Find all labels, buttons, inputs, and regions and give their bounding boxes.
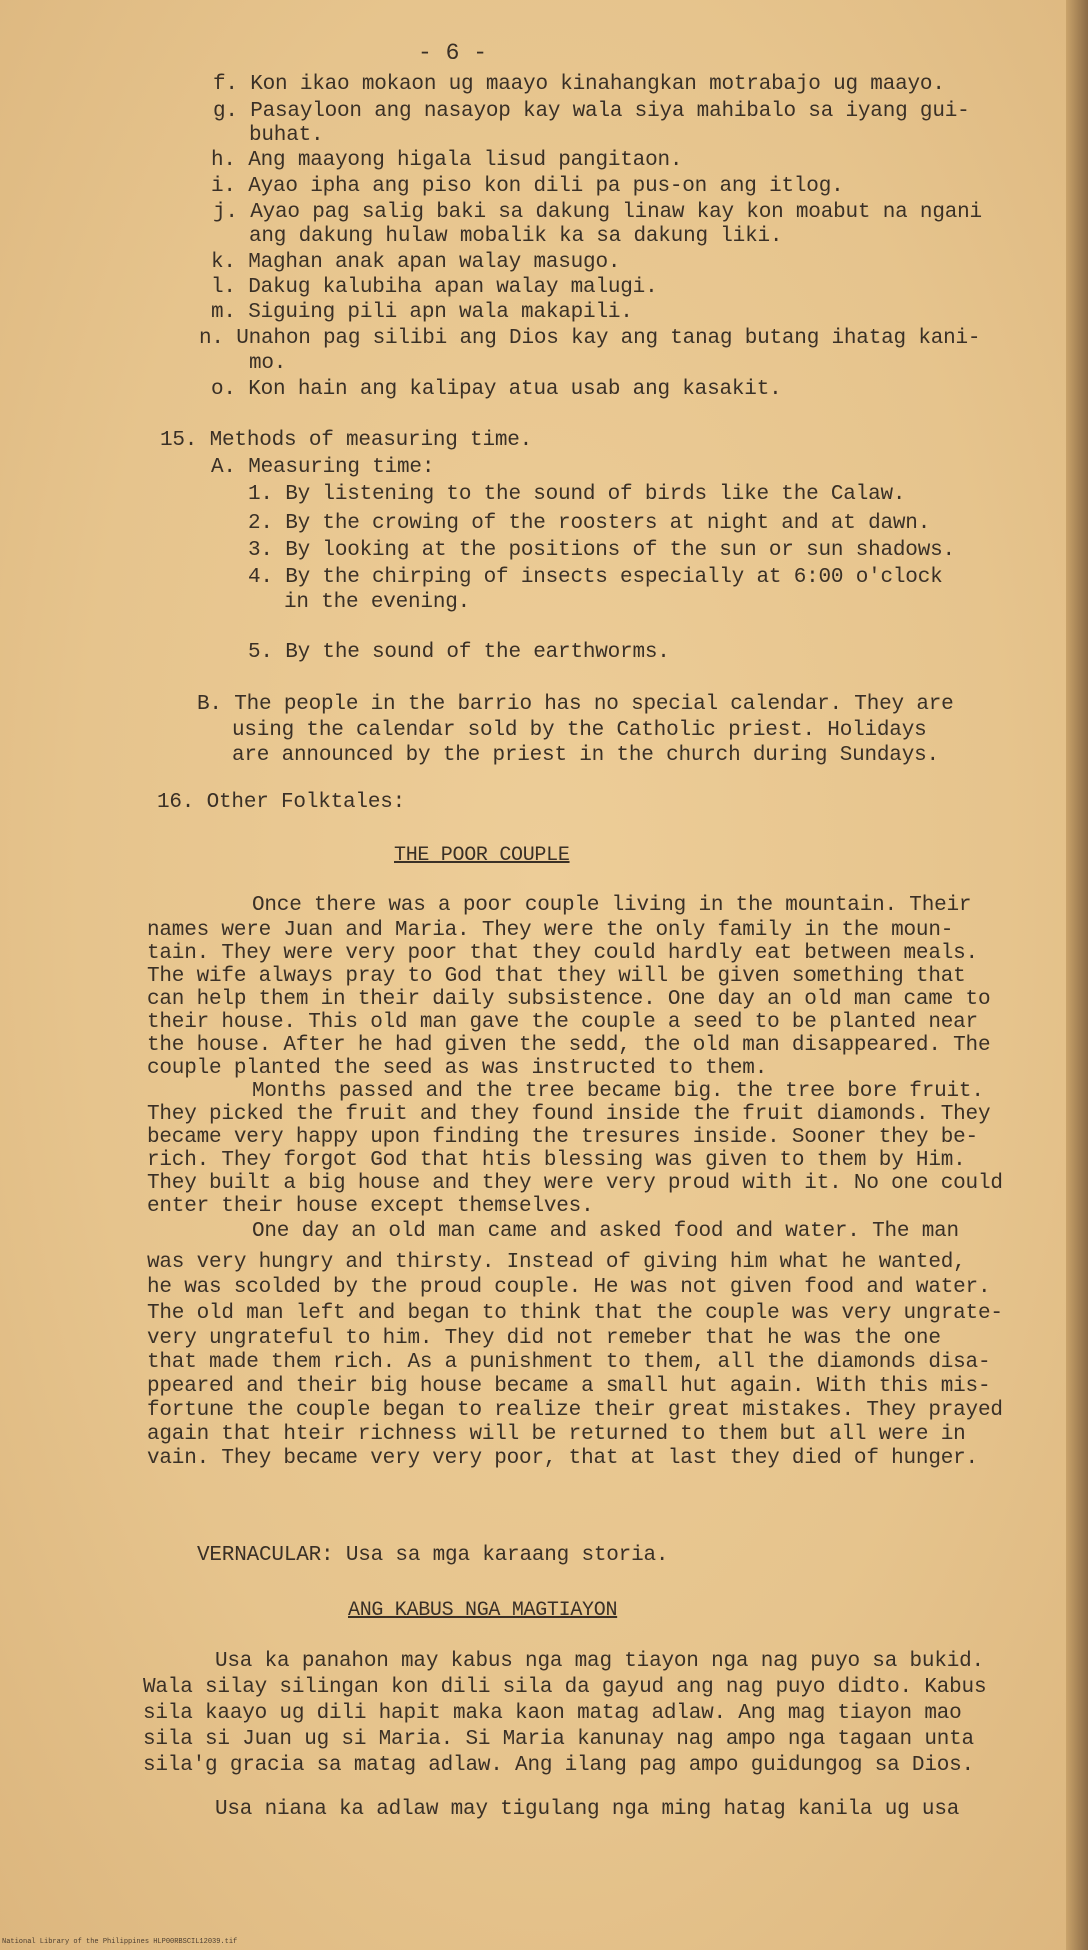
story-en-line: was very hungry and thirsty. Instead of giving him what he wanted,: [147, 1251, 966, 1274]
proverb-k: k. Maghan anak apan walay masugo.: [211, 251, 621, 274]
story-en-line: very ungrateful to him. They did not remeber that he was the one: [147, 1327, 941, 1350]
story-vern-line: Wala silay silingan kon dili sila da gayud ang nag puyo didto. Kabus: [143, 1676, 987, 1699]
proverb-n-cont: mo.: [249, 352, 287, 375]
story-en-line: became very happy upon finding the tresures inside. Sooner they be-: [147, 1126, 978, 1149]
measure-item-4: 4. By the chirping of insects especially at 6:00 o'clock: [248, 566, 943, 589]
story-en-line: fortune the couple began to realize their great mistakes. They prayed: [147, 1399, 1003, 1422]
story-en-line: again that hteir richness will be returned to them but all were in: [147, 1423, 966, 1446]
story-en-line: Months passed and the tree became big. the tree bore fruit.: [252, 1080, 984, 1103]
story-title-vernacular: ANG KABUS NGA MAGTIAYON: [348, 1599, 618, 1622]
story-en-line: ppeared and their big house became a small hut again. With this mis-: [147, 1375, 991, 1398]
proverb-j: j. Ayao pag salig baki sa dakung linaw kay kon moabut na ngani: [213, 201, 982, 224]
story-en-line: couple planted the seed as was instructed to them.: [147, 1057, 768, 1080]
proverb-i: i. Ayao ipha ang piso kon dili pa pus-on ang itlog.: [211, 175, 844, 198]
proverb-g: g. Pasayloon ang nasayop kay wala siya mahibalo sa iyang gui-: [213, 100, 970, 123]
proverb-h: h. Ang maayong higala lisud pangitaon.: [211, 149, 683, 172]
measure-item-4-cont: in the evening.: [284, 591, 471, 614]
measure-item-2: 2. By the crowing of the roosters at night and at dawn.: [248, 512, 931, 535]
section-16-heading: 16. Other Folktales:: [157, 791, 406, 814]
story-en-line: tain. They were very poor that they could hardly eat between meals.: [147, 942, 978, 965]
proverb-n: n. Unahon pag silibi ang Dios kay ang tanag butang ihatag kani-: [199, 327, 981, 350]
story-vern-line: sila si Juan ug si Maria. Si Maria kanunay nag ampo nga tagaan unta: [143, 1728, 974, 1751]
measure-item-1: 1. By listening to the sound of birds like the Calaw.: [248, 483, 906, 506]
story-en-line: The wife always pray to God that they will be given something that: [147, 965, 966, 988]
story-en-line: They picked the fruit and they found inside the fruit diamonds. They: [147, 1103, 991, 1126]
story-en-line: The old man left and began to think that the couple was very ungrate-: [147, 1302, 1003, 1325]
story-en-line: he was scolded by the proud couple. He was not given food and water.: [147, 1276, 991, 1299]
story-vern-line: sila kaayo ug dili hapit maka kaon matag adlaw. Ang mag tiayon mao: [143, 1702, 962, 1725]
proverb-f: f. Kon ikao mokaon ug maayo kinahangkan motrabajo ug maayo.: [213, 73, 945, 96]
story-en-line: their house. This old man gave the couple a seed to be planted near: [147, 1011, 978, 1034]
proverb-m: m. Siguing pili apn wala makapili.: [211, 301, 633, 324]
story-en-line: One day an old man came and asked food and water. The man: [252, 1220, 959, 1243]
proverb-j-cont: ang dakung hulaw mobalik ka sa dakung liki.: [249, 225, 783, 248]
story-en-line: rich. They forgot God that htis blessing was given to them by Him.: [147, 1149, 966, 1172]
story-vern-line: Usa niana ka adlaw may tigulang nga ming hatag kanila ug usa: [215, 1798, 960, 1821]
section-15-a-heading: A. Measuring time:: [211, 456, 435, 479]
page-number: - 6 -: [418, 40, 488, 66]
story-en-line: They built a big house and they were very proud with it. No one could: [147, 1172, 1003, 1195]
story-en-line: can help them in their daily subsistence. One day an old man came to: [147, 988, 991, 1011]
section-15-b-line-3: are announced by the priest in the church during Sundays.: [232, 744, 939, 767]
measure-item-5: 5. By the sound of the earthworms.: [248, 641, 670, 664]
story-vern-line: sila'g gracia sa matag adlaw. Ang ilang pag ampo guidungog sa Dios.: [143, 1754, 974, 1777]
story-en-line: Once there was a poor couple living in the mountain. Their: [252, 894, 972, 917]
story-en-line: names were Juan and Maria. They were the only family in the moun-: [147, 919, 954, 942]
section-15-b-line-1: B. The people in the barrio has no special calendar. They are: [197, 693, 954, 716]
proverb-o: o. Kon hain ang kalipay atua usab ang kasakit.: [211, 378, 782, 401]
story-en-line: that made them rich. As a punishment to them, all the diamonds disa-: [147, 1351, 991, 1374]
story-en-line: vain. They became very very poor, that at last they died of hunger.: [147, 1447, 978, 1470]
archive-footer: National Library of the Philippines HLP00RBSCIL12039.tif: [2, 1938, 238, 1946]
measure-item-3: 3. By looking at the positions of the sun or sun shadows.: [248, 539, 955, 562]
section-15-heading: 15. Methods of measuring time.: [160, 429, 533, 452]
story-en-line: enter their house except themselves.: [147, 1195, 594, 1218]
story-title-english: THE POOR COUPLE: [394, 844, 570, 867]
proverb-l: l. Dakug kalubiha apan walay malugi.: [211, 276, 658, 299]
story-en-line: the house. After he had given the sedd, the old man disappeared. The: [147, 1034, 991, 1057]
vernacular-label: VERNACULAR: Usa sa mga karaang storia.: [197, 1544, 669, 1567]
page-edge: [1066, 0, 1088, 1950]
proverb-g-cont: buhat.: [249, 124, 324, 147]
story-vern-line: Usa ka panahon may kabus nga mag tiayon nga nag puyo sa bukid.: [215, 1650, 984, 1673]
section-15-b-line-2: using the calendar sold by the Catholic priest. Holidays: [232, 719, 927, 742]
